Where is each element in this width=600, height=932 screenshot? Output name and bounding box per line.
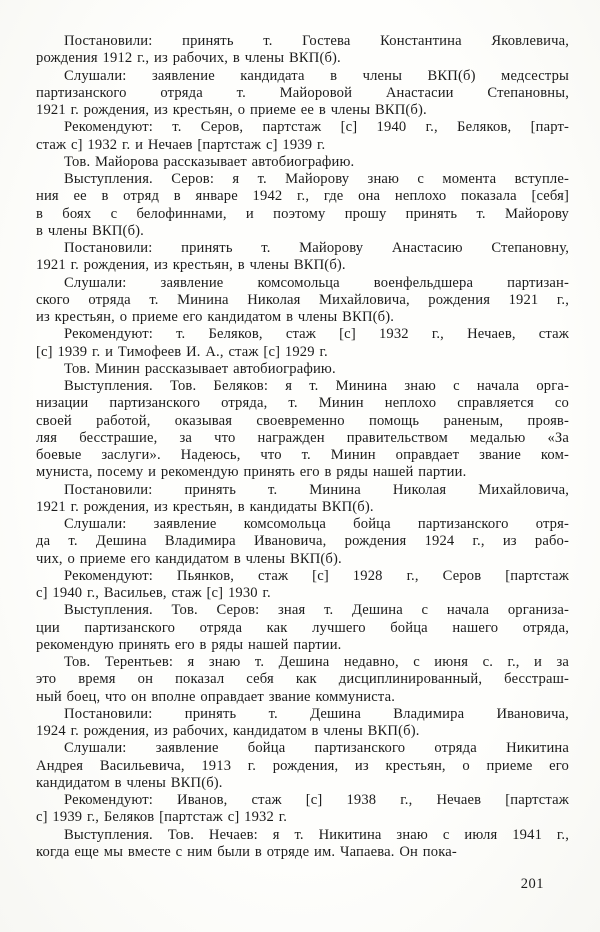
text-line: ского отряда т. Минина Николая Михайловича, рождения 1921 г., [36,291,569,308]
text-line: ния ее в отряд в январе 1942 г., где она неплохо показала [себя] [36,188,569,205]
text-line: Постановили: принять т. Дешина Владимира Ивановича, [64,705,569,722]
text-line: Выступления. Тов. Серов: зная т. Дешина с начала организа- [64,602,569,619]
text-line: Слушали: заявление бойца партизанского отряда Никитина [64,740,569,757]
paragraph [36,326,569,361]
text-line: Выступления. Тов. Нечаев: я т. Никитина знаю с июля 1941 г., [64,826,569,843]
text-line: ный боец, что он вполне оправдает звание коммуниста. [36,688,396,705]
paragraph [36,792,569,827]
text-line: ции партизанского отряда как лучшего бойца нашего отряда, [36,619,569,636]
text-line: Рекомендуют: т. Серов, партстаж [с] 1940 г., Беляков, [парт- [64,119,569,136]
paragraph [36,706,569,741]
text-line: когда еще мы вместе с ним были в отряде им. Чапаева. Он пока- [36,843,457,860]
text-line: 1921 г. рождения, из крестьян, о приеме ее в члены ВКП(б). [36,102,427,118]
text-line: Слушали: заявление комсомольца бойца партизанского отря- [64,516,569,532]
paragraph [36,275,569,327]
text-line: рождения 1912 г., из рабочих, в члены ВКП(б). [36,50,341,67]
text-line: Тов. Минин рассказывает автобиографию. [64,360,336,377]
text-line: чих, о приеме его кандидатом в члены ВКП(б). [36,550,342,567]
page-number: 201 [520,876,544,892]
paragraph [36,119,569,154]
text-line: Тов. Терентьев: я знаю т. Дешина недавно, с июня с. г., и за [64,654,569,670]
paragraph [36,516,569,568]
paragraph [36,568,569,603]
text-line: партизанского отряда т. Майоровой Анастасии Степановны, [36,84,569,101]
text-line: Слушали: заявление комсомольца военфельдшера партизан- [64,274,569,291]
text-line: Рекомендуют: т. Беляков, стаж [с] 1932 г., Нечаев, стаж [64,326,569,343]
text-line: Постановили: принять т. Майорову Анастасию Степановну, [64,240,569,256]
text-line: рекомендую принять его в ряды нашей партии. [36,636,342,653]
text-line: низации партизанского отряда, т. Минин неплохо справляется со [36,395,569,412]
text-line: ляя бесстрашие, за что награжден правительством медалью «За [36,429,569,446]
paragraph [36,68,569,120]
text-line: Выступления. Тов. Беляков: я т. Минина знаю с начала орга- [64,378,569,394]
text-line: муниста, посему и рекомендую принять его в ряды нашей партии. [36,464,467,481]
text-line: да т. Дешина Владимира Ивановича, рождения 1924 г., из рабо- [36,533,569,550]
text-line: Постановили: принять т. Гостева Константина Яковлевича, [64,33,569,49]
text-line: с] 1940 г., Васильев, стаж [с] 1930 г. [36,585,271,601]
paragraph [36,482,569,517]
paragraph [36,827,569,862]
text-line: своей работой, оказывая своевременно помощь раненым, прояв- [36,412,569,429]
text-line: кандидатом в члены ВКП(б). [36,774,223,791]
paragraph [36,33,569,68]
paragraph [36,378,569,482]
paragraph [36,171,569,240]
text-line: 1921 г. рождения, из крестьян, в кандидаты ВКП(б). [36,498,374,515]
text-line: 1924 г. рождения, из рабочих, кандидатом в члены ВКП(б). [36,723,420,739]
text-line: 1921 г. рождения, из крестьян, в члены ВКП(б). [36,257,346,274]
paragraph [36,240,569,275]
text-line: из крестьян, о приеме его кандидатом в члены ВКП(б). [36,309,395,325]
paragraph [36,361,569,378]
paragraph [36,602,569,654]
text-line: стаж с] 1932 г. и Нечаев [партстаж с] 1939 г. [36,136,326,153]
text-block [36,33,569,861]
text-line: Тов. Майорова рассказывает автобиографию. [64,153,355,170]
text-line: боевые заслуги». Надеюсь, что т. Минин оправдает звание ком- [36,447,569,463]
paragraph [36,154,569,171]
text-line: это время он показал себя как дисциплинированный, бесстраш- [36,671,569,688]
text-line: Андрея Васильевича, 1913 г. рождения, из крестьян, о приеме его [36,757,569,774]
text-line: Рекомендуют: Пьянков, стаж [с] 1928 г., Серов [партстаж [64,567,569,584]
text-line: с] 1939 г., Беляков [партстаж с] 1932 г. [36,809,288,826]
text-line: [с] 1939 г. и Тимофеев И. А., стаж [с] 1929 г. [36,343,328,360]
text-line: в члены ВКП(б). [36,222,144,239]
text-line: Рекомендуют: Иванов, стаж [с] 1938 г., Нечаев [партстаж [64,792,569,808]
paragraph [36,654,569,706]
text-line: Постановили: принять т. Минина Николая Михайловича, [64,481,569,498]
text-line: Слушали: заявление кандидата в члены ВКП(б) медсестры [64,67,569,84]
text-line: Выступления. Серов: я т. Майорову знаю с момента вступле- [64,171,569,187]
text-line: в боях с белофиннами, и поэтому прошу принять т. Майорову [36,205,569,222]
paragraph [36,740,569,792]
